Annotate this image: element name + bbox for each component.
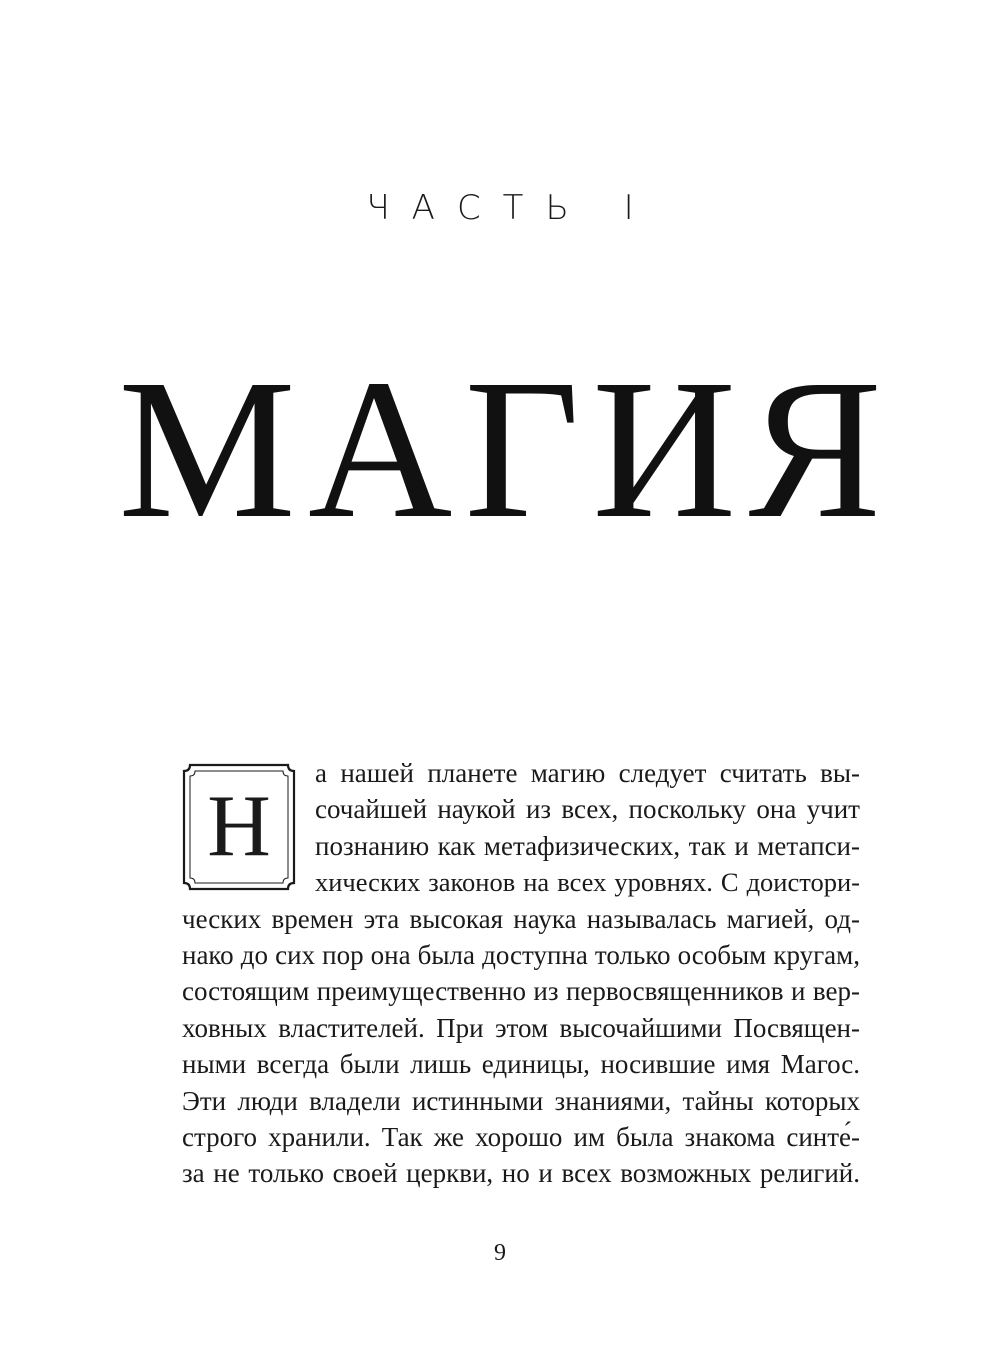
body-line: познанию как метафизических, так и метапси- bbox=[315, 830, 860, 861]
body-line: за не только своей церкви, но и всех возможных религий. bbox=[182, 1158, 860, 1189]
body-line: хических законов на всех уровнях. С доистори- bbox=[315, 867, 860, 898]
body-line: а нашей планете магию следует считать вы- bbox=[315, 758, 860, 788]
body-line: ными всегда были лишь единицы, носившие имя Магос. bbox=[182, 1049, 860, 1080]
body-line: нако до сих пор она была доступна только особым кругам, bbox=[182, 939, 860, 970]
part-label: ЧАСТЬ I bbox=[366, 188, 656, 228]
drop-cap-frame bbox=[182, 763, 296, 891]
drop-cap-letter: Н bbox=[207, 778, 271, 875]
body-text bbox=[182, 755, 860, 1192]
chapter-title: МАГИЯ bbox=[118, 339, 894, 560]
body-line: строго хранили. Так же хорошо им была знакома синте́- bbox=[182, 1121, 860, 1152]
body-line: Эти люди владели истинными знаниями, тайны которых bbox=[182, 1085, 860, 1116]
body-line: ческих времен эта высокая наука называлась магией, од- bbox=[182, 903, 860, 934]
body-line: сочайшей наукой из всех, поскольку она учит bbox=[315, 794, 860, 825]
page-number: 9 bbox=[494, 1240, 506, 1266]
body-line: состоящим преимущественно из первосвященников и вер- bbox=[182, 976, 860, 1007]
body-line: ховных властителей. При этом высочайшими Посвящен- bbox=[182, 1012, 860, 1043]
